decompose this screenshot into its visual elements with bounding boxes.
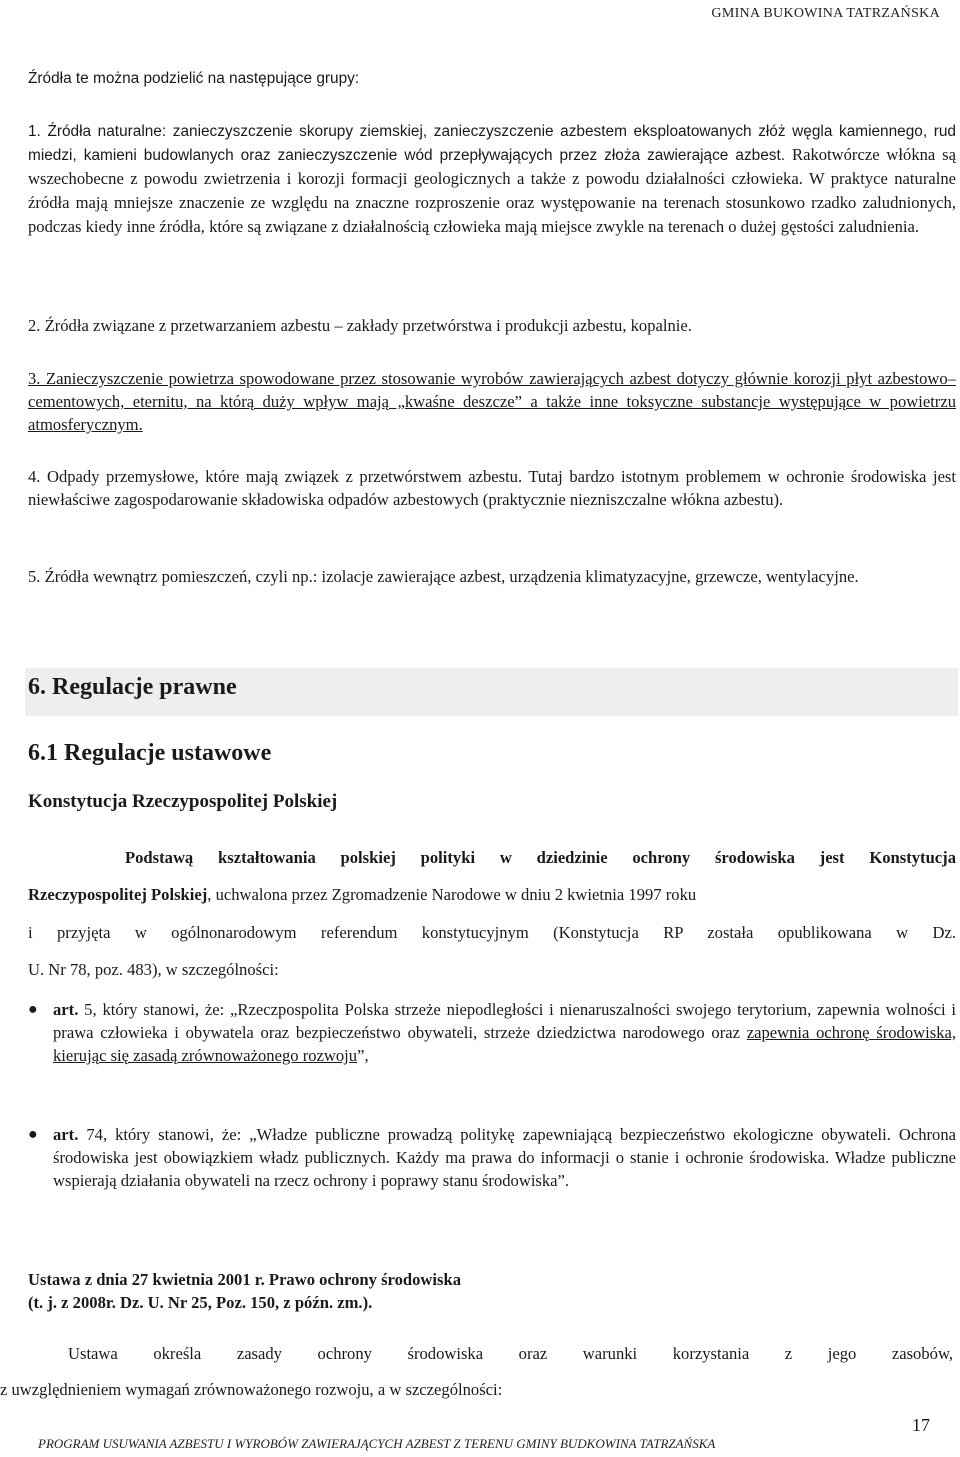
konst-line-4: U. Nr 78, poz. 483), w szczególności: [28, 960, 279, 979]
list-item: 4. Odpady przemysłowe, które mają związek z przetwórstwem azbestu. Tutaj bardzo istotnym problemem w ochronie środowiska jest niewłaściwe zagospodarowanie składowiska odpadów azbestowych (praktycznie niezniszczalne włókna azbestu). [28, 467, 956, 509]
list-item: 5. Źródła wewnątrz pomieszczeń, czyli np.: izolacje zawierające azbest, urządzenia klimatyzacyjne, grzewcze, wentylacyjne. [28, 567, 859, 586]
item-1-a: 1. Źródła naturalne: zanieczyszczenie skorupy ziemskiej, zanieczyszczenie azbestem eksploatowanych złóż węgla kamiennego, rud miedzi, kamieni budowlanych oraz zanieczyszczenie wód przepływających przez złoża zawierające azbest. [28, 123, 956, 164]
ustawa-heading-line-2: (t. j. z 2008r. Dz. U. Nr 25, Poz. 150, z późn. zm.). [28, 1293, 373, 1312]
list-item [28, 120, 956, 239]
ustawa-heading [28, 1268, 461, 1314]
art-5-text: art. 5, który stanowi, że: „Rzeczpospolita Polska strzeże niepodległości i nienaruszalności swojego terytorium, zapewnia wolności i prawa człowieka i obywatela oraz bezpieczeństwo obywateli, strzeże dziedzictwa narodowego oraz zapewnia ochronę środowiska, kierując się zasadą zrównoważonego rozwoju”, [53, 1000, 957, 1065]
bullet-art-5 [28, 998, 956, 1067]
konst-line-2-rest: , uchwalona przez Zgromadzenie Narodowe w dniu 2 kwietnia 1997 roku [207, 885, 697, 904]
konst-line-3 [28, 923, 956, 943]
konst-line-3-text: i przyjęta w ogólnonarodowym referendum konstytucyjnym (Konstytucja RP została opublikowana w Dz. [28, 923, 956, 942]
intro-text: Źródła te można podzielić na następujące grupy: [28, 70, 360, 87]
page-header: GMINA BUKOWINA TATRZAŃSKA [711, 6, 940, 21]
konstytucja-heading: Konstytucja Rzeczypospolitej Polskiej [28, 791, 338, 812]
list-item: 2. Źródła związane z przetwarzaniem azbestu – zakłady przetwórstwa i produkcji azbestu, kopalnie. [28, 316, 692, 335]
konst-line-2 [28, 885, 956, 905]
konst-line-2-bold: Rzeczypospolitej Polskiej [28, 885, 208, 904]
item-1-b: Rakotwórcze włókna są wszechobecne z powodu zwietrzenia i korozji formacji geologicznych a także z powodu działalności człowieka. W praktyce naturalne źródła mają mniejsze znaczenie ze względu na znaczne rozproszenie oraz występowanie na terenach stosunkowo rzadko zaludnionych, podczas kiedy inne źródła, które są związane z działalnością człowieka mają miejsce zwykle na terenach o dużej gęstości zaludnienia. [28, 145, 956, 236]
bullet-icon: ● [28, 1126, 38, 1143]
bullet-art-74 [28, 1123, 956, 1192]
ustawa-text-line-2: z uwzględnieniem wymagań zrównoważonego rozwoju, a w szczególności: [0, 1380, 503, 1399]
section-6-title: 6. Regulacje prawne [28, 674, 237, 700]
page-number: 17 [912, 1415, 930, 1435]
section-6-1-title: 6.1 Regulacje ustawowe [28, 740, 272, 766]
section-6-banner [25, 668, 958, 716]
konst-line-1-text: Podstawą kształtowania polskiej polityki w dziedzinie ochrony środowiska jest Konstytucja [125, 848, 956, 867]
bullet-icon: ● [28, 1001, 38, 1018]
ustawa-text-line-1 [68, 1344, 953, 1364]
ustawa-text-line-1-text: Ustawa określa zasady ochrony środowiska oraz warunki korzystania z jego zasobów, [68, 1344, 953, 1363]
konst-line-1 [125, 848, 956, 868]
list-item: 3. Zanieczyszczenie powietrza spowodowane przez stosowanie wyrobów zawierających azbest dotyczy głównie korozji płyt azbestowo– cementowych, eternitu, na którą duży wpływ mają „kwaśne deszcze” a także inne toksyczne substancje występujące w powietrzu atmosferycznym. [28, 369, 956, 434]
page-footer: PROGRAM USUWANIA AZBESTU I WYROBÓW ZAWIERAJĄCYCH AZBEST Z TERENU GMINY BUDKOWINA TATRZAŃSKA [38, 1436, 716, 1451]
ustawa-heading-line-1: Ustawa z dnia 27 kwietnia 2001 r. Prawo ochrony środowiska [28, 1270, 462, 1289]
art-74-text: art. 74, który stanowi, że: „Władze publiczne prowadzą politykę zapewniającą bezpieczeństwo ekologiczne obywateli. Ochrona środowiska jest obowiązkiem władz publicznych. Każdy ma prawa do informacji o stanie i ochronie środowiska. Władze publiczne wspierają działania obywateli na rzecz ochrony i poprawy stanu środowiska”. [53, 1125, 957, 1190]
